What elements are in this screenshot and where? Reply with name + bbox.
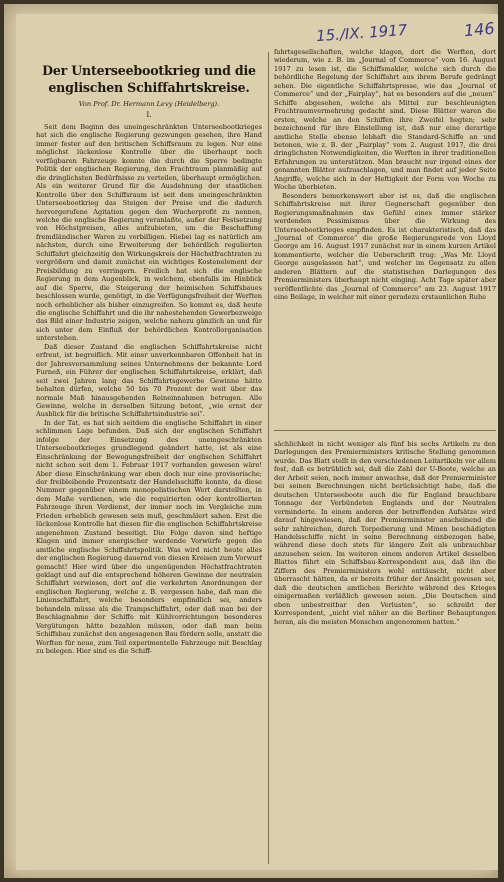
paragraph: In der Tat, es hat sich seitdem die englische Schiffahrt in einer schlimmen Lage befunden. Daß sich der englischen Schiffahrt infolge der Einsetzung des uneingeschränkten Unterseebootkrieges grundlegend geändert hatte, ist als eine Einschränkung der Bewegungsfreiheit der englischen Schiffahrt nicht schon seit dem 1. Februar 1917 vorhanden gewesen wäre! Aber diese Einschränkung war eben doch nur eine provisorische; der freibleibende Prozentsatz der Handelsschiffe konnte, da diese Nummer gegenüber einem monopolistischen Wert darstellten, in dem Maße verdienen, wie die requirierten oder kontrollierten Fahrzeuge ihren Verdienst, der immer noch im Vergleiche zum Frieden erheblich gewesen sein muß, geschmälert sahen. Erst die lückenlose Kontrolle hat diesen für die englischen Schiffahrtskreise angenehmen Zustand beseitigt. Die Folge davon sind heftige Klagen und immer energischer werdende Vorwürfe gegen die amtliche englische Schiffahrtspolitik. Was wird nicht heute alles der englischen Regierung dauernd von diesen Kreisen zum Vorwurf gemacht! Hier wird über die ungenügenden Höchstfrachtraten geklagt und auf die entsprechend höheren Gewinne der neutralen Schiffahrt verwiesen, dort auf die verkehrten Anordnungen der englischen Regierung, welche z. B. vergessen habe, daß man die Linienschiffahrt, welche besonders empfindlich sei, anders behandeln müsse als die Trampschiffahrt, oder daß man bei der Beschlagnahme der Schiffe mit Kühlvorrichtungen besonderes Vergütungen hätte bezahlen müssen, oder daß man beim Schiffsbau zunächst den angesagenen Bau fördern solle, anstatt die Werften für neue, zum Teil experimentelle Fahrzeuge mit Beschlag zu belegen. Hier sind es die Schiff-: [36, 418, 262, 656]
paragraph: sächlichkeit in nicht weniger als fünf bis sechs Artikeln zu den Darlegungen des Premierministers kritische Stellung genommen wurde. Das Blatt stellt in den verschiedenen Leitartikeln vor allem fest, daß es betrüblich sei, daß die Zahl der U-Boote, welche an der Arbeit seien, noch immer anwachse, daß der Premierminister bei seinen Berechnungen nicht berücksichtigt habe, daß die deutschen Unterseeboote auch die für England brauchbare Tonnage der Verbündeten Englands und der Neutralen verminderte. In einem anderen der betreffenden Aufsätze wird darauf hingewiesen, daß der Premierminister anscheinend die sehr zahlreichen, durch Torpedierung und Minen beschädigten Handelsschiffe nicht in seine Berechnung einbezogen habe, während diese doch stets für längere Zeit als unbrauchbar anzusehen seien. Im weiteren einem anderen Artikel desselben Blattes führt ein Schiffsbau-Korrespondent aus, daß ihn die Ziffern des Premierministers wohl enttäuscht, nicht aber überrascht hätten, da er bereits früher der Ansicht gewesen sei, daß die deutschen amtlichen Berichte während des Krieges einigermaßen verläßlich gewesen seien. „Die Deutschen sind eben unbestreitbar den Verlusten“, so schreibt der Korrespondent, „nicht viel näher an die Berliner Behauptungen heran, als die meisten Menschen angenommen hatten.“: [274, 440, 496, 626]
handwritten-page-number: 146: [463, 18, 496, 41]
right-bottom-text: [274, 440, 496, 626]
right-top-column: [274, 48, 496, 422]
paragraph: Seit dem Beginn des uneingeschränkten Unterseebootkrieges hat sich die englische Regierung gezwungen gesehen, ihre Hand immer fester auf den britischen Schiffsraum zu legen. Nur eine möglichst lückenlose Kontrolle über die überhaupt noch verfügbaren Fahrzeuge konnte die durch die Sperre bedingte Politik der englischen Regierung, den Frachtraum planmäßig auf die dringlichsten Bedürfnisse zu verteilen, überhaupt ermöglichen. Als ein weiterer Grund für die Ausdehnung der staatlichen Kontrolle über den Schiffsraum ist seit dem uneingeschränkten Unterseebootkrieg das Steigen der Preise und die dadurch hervorgerufene Agitation gegen den Wucherprofit zu nennen, welche die englische Regierung veranlaßte, außer der Festsetzung von Höchstpreisen, alles aufzubieten, um die Beschaffung fremdländischer Waren zu verbilligen. Hiebei lag es natürlich am nächsten, durch eine Erweiterung der behördlich regulierten Schiffahrt gleichzeitig den Wirkungskreis der Höchstfrachtraten zu vergrößern und damit zunächst ein wichtiges Kostenelement der Preisbildung zu verringern. Freilich hat sich die englische Regierung in dem Augenblick, in welchem, ebenfalls im Hinblick auf die Sperre, die Steigerung der heimischen Schiffsbaues beschlossen wurde, genötigt, in die Verfügungsfreiheit der Werften noch erheblicher als bisher einzugreifen. So kommt es, daß heute die englische Schiffahrt und die ihr nahestehenden Gewerbezweige das Bild einer Industrie zeigen, welche nahezu gänzlich an und für sich unter dem Einfluß der behördlichen Kontrollorganisation unterstehen.: [36, 123, 262, 343]
article-title: Der Unterseebootkrieg und die englischen Schiffahrtskreise.: [42, 63, 256, 95]
left-column: [36, 62, 262, 868]
archive-sheet: [4, 4, 498, 878]
paragraph: Besonders bemerkenswert aber ist es, daß die englischen Schiffahrtskreise mit ihrer Gegnerschaft gegenüber den Regierungsmaßnahmen das Gefühl eines immer stärker werdenden Pessimismus über die Wirkung des Unterseebootkrieges empfinden. Es ist charakteristisch, daß das „Journal of Commerce“ die große Regierungsrede von Lloyd George am 16. August 1917 zunächst nur in einem kurzen Artikel kommentierte, welcher die Ueberschrift trug: „Was Mr. Lloyd George ausgelassen hat“, und welcher im Gegensatz zu allen anderen Blättern auf die statistischen Darlegungen des Premierministers überhaupt nicht einging. Acht Tage später aber veröffentlichte das „Journal of Commerce“ am 23. August 1917 eine Beilage, in welcher mit einer geradezu erstaunlichen Ruhe: [274, 191, 496, 302]
column-divider: [268, 52, 269, 864]
article-byline: Von Prof. Dr. Hermann Levy (Heidelberg).: [78, 100, 220, 108]
newspaper-clipping: [16, 14, 498, 870]
handwritten-date: 15./IX. 1917: [315, 20, 408, 46]
left-column-text: [36, 123, 262, 656]
right-bottom-column: [274, 440, 496, 868]
section-divider: [274, 430, 496, 431]
section-number: I.: [146, 110, 152, 119]
right-top-text: [274, 48, 496, 302]
paragraph: fahrtsgesellschaften, welche klagen, dort die Werften, dort wiederum, wie z. B. im „Journal of Commerce“ vom 16. August 1917 zu lesen ist, die Schiffsmakler, welche sich durch die behördliche Regelung der Schiffahrt aus ihrem Berufe gedrängt sehen. Die eigentliche Schiffahrtspresse, wie das „Journal of Commerce“ und der „Fairplay“, hat es besonders auf die „neuen“ Schiffe abgesehen, welche als Mittel zur beschleunigten Frachtraumvermehrung gedacht sind. Diese Blätter waren die ersten, welche an den Schiffen ihre Zweifel hegten; sehr bezeichnend für ihre Einstellung ist, daß nur eine derartige amtliche Stelle ebenso lebhaft die Standard-Schiffe an und betonen, wie z. B. der „Fairplay“ vom 2. August 1917, die drei dringlichsten Notwendigkeiten, die Werften in ihrer traditionellen Erfahrungen zu unterstützen. Man braucht nur irgend eines der genannten Blätter aufzuschlagen, und man findet auf jeder Seite Angriffe, welche sich in der Heftigkeit der Form von Woche zu Woche überbieten.: [274, 48, 496, 192]
paragraph: Daß dieser Zustand die englischen Schiffahrtskreise nicht erfreut, ist begreiflich. Mit einer unverkennbaren Offenheit hat in der Jahresversammlung seines Unternehmens der bekannte Lord Furneß, ein Führer der englischen Schiffahrtskreise, erklärt, daß seit zwei Jahren lang das Schiffahrtsgewerbe Gewinne hätte behalten dürfen, welche 50 bis 70 Prozent der weit über das normale Maß hinausgehenden Reineinnahmen betrugen. Alle Gewinne, welche in derselben Sitzung betont, „wie ernst der Ausblick für die britische Schiffahrtsindustrie sei“.: [36, 342, 262, 419]
